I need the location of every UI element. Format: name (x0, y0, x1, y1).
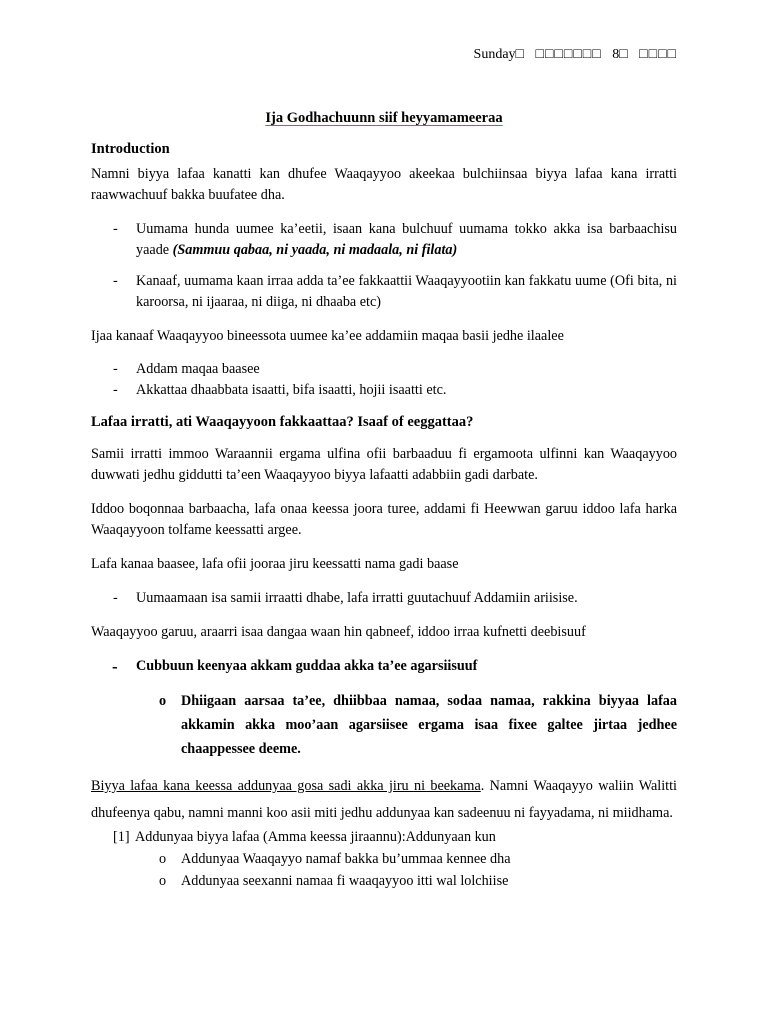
list-item-text: Kanaaf, uumama kaan irraa adda ta’ee fakkaattii Waaqayyootiin kan fakkatu uume (Ofi bita, ni karoorsa, ni ijaaraa, ni diiga, ni dhaaba etc) (136, 273, 677, 310)
list-item (91, 656, 677, 677)
dash-marker: - (113, 361, 118, 377)
bold-bullet-list (91, 656, 677, 677)
list-item (91, 848, 677, 870)
paragraph-4: Iddoo boqonnaa barbaacha, lafa onaa keessa joora turee, addami fi Heewwan garuu iddoo lafa harka Waaqayyoon tolfame keessatti argee. (91, 501, 677, 538)
o-bullet-list (91, 689, 677, 761)
paragraph-7-rest: . Namni Waaqayyo waliin Walitti dhufeenya qabu, namni manni koo asii miti jedhu addunyaa kan sadeenuu ni fayyadama, ni miidhama. (91, 778, 677, 821)
satan-list (91, 588, 677, 609)
list-item (91, 689, 677, 761)
paragraph-7 (91, 773, 677, 827)
section-heading: Lafaa irratti, ati Waaqayyoon fakkaattaa? Isaaf of eeggattaa? (91, 414, 474, 430)
list-item (91, 219, 677, 261)
date-missing-glyph-2: □ (619, 47, 629, 62)
list-item (91, 359, 677, 380)
list-item (91, 827, 677, 892)
list-item-text: Addunyaa seexanni namaa fi waaqayyoo itti wal lolchiise (181, 873, 509, 889)
list-item-text: Addunyaa biyya lafaa (Amma keessa jiraannu):Addunyaan kun (135, 829, 496, 845)
o-marker: o (159, 693, 167, 709)
date-year-glyphs: □□□□ (639, 47, 677, 62)
list-item-text: Addam maqaa baasee (136, 361, 260, 377)
paragraph-6: Waaqayyoo garuu, araarri isaa dangaa waan hin qabneef, iddoo irraa kufnetti deebisuuf (91, 624, 586, 640)
list-item-text: Addunyaa Waaqayyo namaf bakka bu’ummaa kennee dha (181, 851, 511, 867)
paragraph-5: Lafa kanaa baasee, lafa ofii jooraa jiru keessatti nama gadi baase (91, 556, 459, 572)
document-title (91, 110, 677, 127)
o-marker: o (159, 851, 167, 867)
list-item-emphasis: (Sammuu qabaa, ni yaada, ni madaala, ni filata) (172, 242, 458, 258)
dash-marker: - (113, 382, 118, 398)
list-item (91, 588, 677, 609)
intro-paragraph: Namni biyya lafaa kanatti kan dhufee Waaqayyoo akeekaa bulchiinsaa biyya lafaa kana irratti raawwachuuf bakka buufatee dha. (91, 166, 677, 203)
paragraph-2: Ijaa kanaaf Waaqayyoo bineessota uumee ka’ee addamiin maqaa basii jedhe ilaalee (91, 328, 564, 344)
list-item-text: Uumaamaan isa samii irraatti dhabe, lafa irratti guutachuuf Addamiin ariisise. (136, 590, 578, 606)
date-missing-glyph: □ (515, 47, 525, 62)
dash-marker: - (112, 657, 118, 676)
document-title-text: Ija Godhachuunn siif heyyamameeraa (265, 110, 503, 126)
list-item (91, 271, 677, 313)
underlined-phrase: Biyya lafaa kana keessa addunyaa gosa sadi akka jiru ni beekama (91, 778, 481, 794)
document-body (91, 110, 677, 892)
sub-list (91, 848, 677, 892)
dash-marker: - (113, 221, 118, 237)
dash-marker: - (113, 590, 118, 606)
header-date (474, 47, 677, 63)
numbered-list (91, 827, 677, 892)
date-month-glyphs: □□□□□□□ (535, 47, 602, 62)
list-item-text: Akkattaa dhaabbata isaatti, bifa isaatti, hojii isaatti etc. (136, 382, 447, 398)
list-item-text: Cubbuun keenyaa akkam guddaa akka ta’ee agarsiisuuf (136, 658, 478, 674)
list-item (91, 870, 677, 892)
number-marker: [1] (113, 829, 130, 845)
date-day: Sunday (473, 47, 516, 62)
o-marker: o (159, 873, 167, 889)
naming-list (91, 359, 677, 401)
list-item-text: Dhiigaan aarsaa ta’ee, dhiibbaa namaa, sodaa namaa, rakkina biyyaa lafaa akkamin akka moo’aan agarsiisee ergama isaa fixee galtee jirtaa jedhee chaappessee deeme. (181, 693, 677, 757)
list-item (91, 380, 677, 401)
intro-bullet-list (91, 219, 677, 313)
dash-marker: - (113, 273, 118, 289)
list-item-text: Uumama hunda uumee ka’eetii, isaan kana bulchuuf uumama tokko akka isa barbaachisu yaade (136, 221, 677, 258)
intro-heading: Introduction (91, 141, 170, 157)
paragraph-3: Samii irratti immoo Waraannii ergama ulfina ofii barbaaduu fi ergamoota ulfinni kan Waaqayyoo duwwati jedhu giddutti ta’een Waaqayyoo biyya lafaatti adabbiin gadi darbate. (91, 446, 677, 483)
date-number: 8 (612, 47, 620, 62)
